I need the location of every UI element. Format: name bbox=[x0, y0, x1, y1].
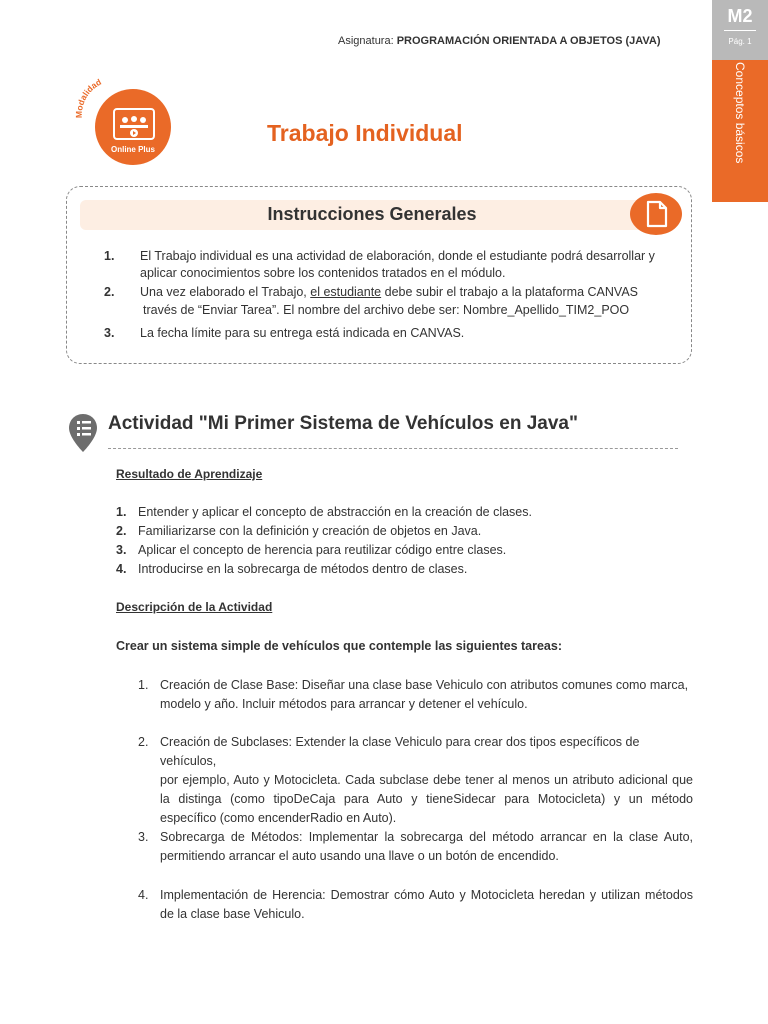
learning-text: Familiarizarse con la definición y creación de objetos en Java. bbox=[138, 524, 482, 538]
subject-line bbox=[338, 35, 661, 47]
task-line: de la clase base Vehiculo. bbox=[160, 907, 305, 921]
learning-item bbox=[116, 522, 676, 541]
document-icon bbox=[630, 193, 682, 235]
learning-number: 4. bbox=[116, 562, 127, 576]
learning-item bbox=[116, 560, 676, 579]
task-line: Implementación de Herencia: Demostrar cómo Auto y Motocicleta heredan y utilizan métodos bbox=[160, 888, 693, 902]
instruction-text: La fecha límite para su entrega está indicada en CANVAS. bbox=[140, 326, 465, 340]
task-line: por ejemplo, Auto y Motocicleta. Cada subclase debe tener al menos un atributo adicional que bbox=[160, 773, 693, 787]
instruction-text-cont: través de “Enviar Tarea”. El nombre del archivo debe ser: Nombre_Apellido_TIM2_POO bbox=[143, 303, 630, 317]
instruction-number: 3. bbox=[104, 326, 115, 340]
learning-number: 2. bbox=[116, 524, 127, 538]
task-item bbox=[160, 886, 693, 924]
subject-value: PROGRAMACIÓN ORIENTADA A OBJETOS (JAVA) bbox=[396, 35, 661, 47]
instruction-text: El Trabajo individual es una actividad de elaboración, donde el estudiante podrá desarrollar y bbox=[140, 249, 655, 263]
page-number: Pág. 1 bbox=[728, 37, 752, 46]
task-number: 3. bbox=[138, 830, 149, 844]
task-number: 2. bbox=[138, 735, 149, 749]
activity-divider bbox=[108, 448, 678, 449]
learning-text: Entender y aplicar el concepto de abstracción en la creación de clases. bbox=[138, 505, 532, 519]
instruction-item bbox=[104, 325, 664, 342]
task-number: 1. bbox=[138, 678, 149, 692]
learning-outcome-heading: Resultado de Aprendizaje bbox=[116, 467, 263, 481]
instruction-number: 2. bbox=[104, 285, 115, 299]
subject-label: Asignatura: bbox=[338, 35, 397, 47]
description-heading: Descripción de la Actividad bbox=[116, 600, 273, 614]
learning-number: 1. bbox=[116, 505, 127, 519]
activity-intro: Crear un sistema simple de vehículos que contemple las siguientes tareas: bbox=[116, 639, 562, 653]
task-number: 4. bbox=[138, 888, 149, 902]
instruction-item bbox=[104, 248, 664, 265]
page-title: Trabajo Individual bbox=[267, 120, 463, 146]
instruction-underlined: el estudiante bbox=[310, 285, 382, 299]
module-divider bbox=[724, 30, 756, 31]
task-line: modelo y año. Incluir métodos para arrancar y detener el vehículo. bbox=[160, 697, 528, 711]
task-item bbox=[160, 733, 693, 828]
learning-item bbox=[116, 541, 676, 560]
modality-label: Online Plus bbox=[110, 145, 155, 154]
instruction-text-cont: aplicar conocimientos sobre los contenidos tratados en el módulo. bbox=[140, 266, 506, 280]
svg-text:Modalidad bbox=[74, 77, 103, 118]
learning-text: Aplicar el concepto de herencia para reutilizar código entre clases. bbox=[138, 543, 507, 557]
learning-text: Introducirse en la sobrecarga de métodos dentro de clases. bbox=[138, 562, 468, 576]
learning-item bbox=[116, 503, 676, 522]
task-line: la distinga (como tipoDeCaja para Auto y tieneSidecar para Motocicleta) y un método bbox=[160, 792, 693, 806]
task-line: Creación de Subclases: Extender la clase Vehiculo para crear dos tipos específicos de vehículos, bbox=[160, 735, 640, 768]
task-item bbox=[160, 676, 693, 714]
module-code: M2 bbox=[727, 6, 753, 26]
instruction-item bbox=[104, 284, 669, 301]
instructions-title: Instrucciones Generales bbox=[267, 204, 477, 224]
activity-title: Actividad "Mi Primer Sistema de Vehículos en Java" bbox=[108, 413, 578, 434]
instruction-number: 1. bbox=[104, 249, 115, 263]
task-line: permitiendo arrancar el auto usando una llave o un botón de encendido. bbox=[160, 849, 559, 863]
online-class-icon bbox=[113, 108, 155, 140]
instruction-text: Una vez elaborado el Trabajo, bbox=[140, 285, 311, 299]
modality-arc-label: Modalidad bbox=[73, 76, 103, 119]
section-label: Conceptos básicos bbox=[733, 62, 747, 164]
task-item bbox=[160, 828, 693, 866]
learning-number: 3. bbox=[116, 543, 127, 557]
task-line: Creación de Clase Base: Diseñar una clase base Vehiculo con atributos comunes como marca, bbox=[160, 678, 689, 692]
task-line: Sobrecarga de Métodos: Implementar la sobrecarga del método arrancar en la clase Auto, bbox=[160, 830, 693, 844]
list-pin-icon bbox=[67, 412, 99, 454]
task-line: específico (como encenderRadio en Auto). bbox=[160, 811, 397, 825]
instruction-text: debe subir el trabajo a la plataforma CANVAS bbox=[381, 285, 638, 299]
